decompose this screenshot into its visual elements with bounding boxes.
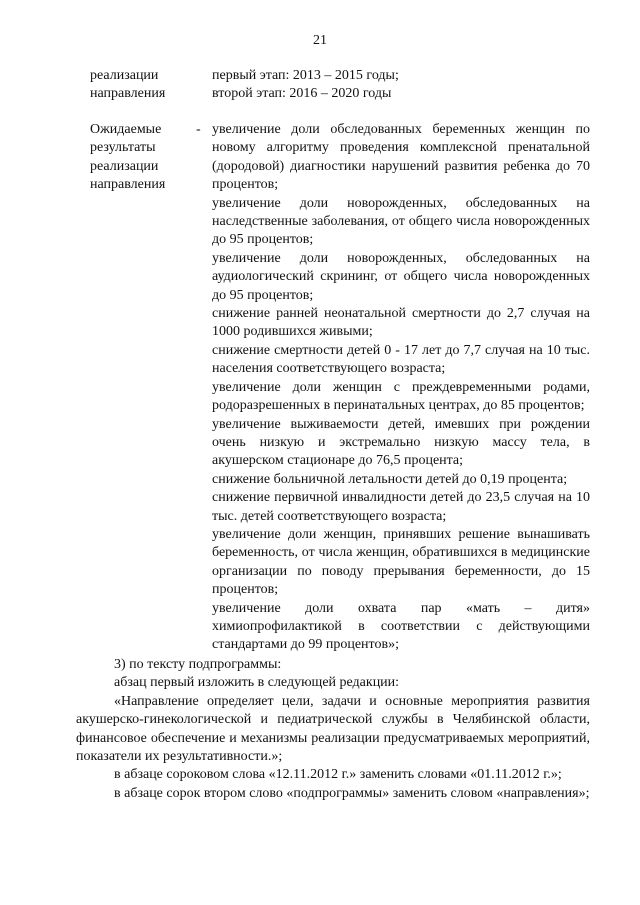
expected-results-list <box>212 121 590 655</box>
paragraph: 3) по тексту подпрограммы: <box>114 657 282 672</box>
result-item: увеличение доли женщин с преждевременными родами, родоразрешенных в перинатальных центрах, до 85 процентов; <box>212 379 590 414</box>
result-item: увеличение доли новорожденных, обследованных на наследственные заболевания, от общего числа новорожденных до 95 процентов; <box>212 195 590 248</box>
stages-value <box>212 67 590 104</box>
label-line: реализации <box>90 158 159 174</box>
paragraph: «Направление определяет цели, задачи и основные мероприятия развития акушерско-гинекологической и педиатрической службы в Челябинской области, финансовое обеспечение и механизмы реализации предусматриваемых мероприятий, показатели их результативности.»; <box>76 693 590 765</box>
stage-line: первый этап: 2013 – 2015 годы; <box>212 68 399 83</box>
page-number: 21 <box>313 33 327 48</box>
result-item: увеличение доли обследованных беременных женщин по новому алгоритму проведения комплексной пренатальной (дородовой) диагностики нарушений развития ребенка до 70 процентов; <box>212 122 590 193</box>
result-item: увеличение выживаемости детей, имевших при рождении очень низкую и экстремально низкую массу тела, в акушерском стационаре до 76,5 процента; <box>212 416 590 469</box>
paragraph: в абзаце сорок втором слово «подпрограммы» заменить словом «направления»; <box>114 785 590 801</box>
label-line: реализации <box>90 68 159 83</box>
result-item: увеличение доли новорожденных, обследованных на аудиологический скрининг, от общего числа новорожденных до 95 процентов; <box>212 250 590 303</box>
result-item: увеличение доли охвата пар «мать – дитя» химиопрофилактикой в соответствии с действующими стандартами до 99 процентов»; <box>212 600 590 653</box>
paragraph: абзац первый изложить в следующей редакции: <box>114 675 400 691</box>
label-line: направления <box>90 177 166 193</box>
label-line: результаты <box>90 140 156 156</box>
result-item: снижение первичной инвалидности детей до 23,5 случая на 10 тыс. детей соответствующего возраста; <box>212 490 590 524</box>
label-line: Ожидаемые <box>90 122 162 137</box>
result-item: снижение смертности детей 0 - 17 лет до 7,7 случая на 10 тыс. населения соответствующего возраста; <box>212 342 590 377</box>
expected-results-label <box>90 121 190 195</box>
stage-line: второй этап: 2016 – 2020 годы <box>212 86 392 102</box>
paragraph: в абзаце сороковом слова «12.11.2012 г.» заменить словами «01.11.2012 г.»; <box>114 767 562 783</box>
amendment-text <box>76 656 590 803</box>
dash-separator: - <box>196 122 201 137</box>
result-item: увеличение доли женщин, принявших решение вынашивать беременность, от числа женщин, обратившихся в медицинские организации по поводу прерывания беременности, до 15 процентов; <box>212 526 590 598</box>
stages-label <box>90 67 190 104</box>
result-item: снижение больничной летальности детей до 0,19 процента; <box>212 471 568 487</box>
label-line: направления <box>90 86 166 102</box>
result-item: снижение ранней неонатальной смертности до 2,7 случая на 1000 родившихся живыми; <box>212 306 590 340</box>
